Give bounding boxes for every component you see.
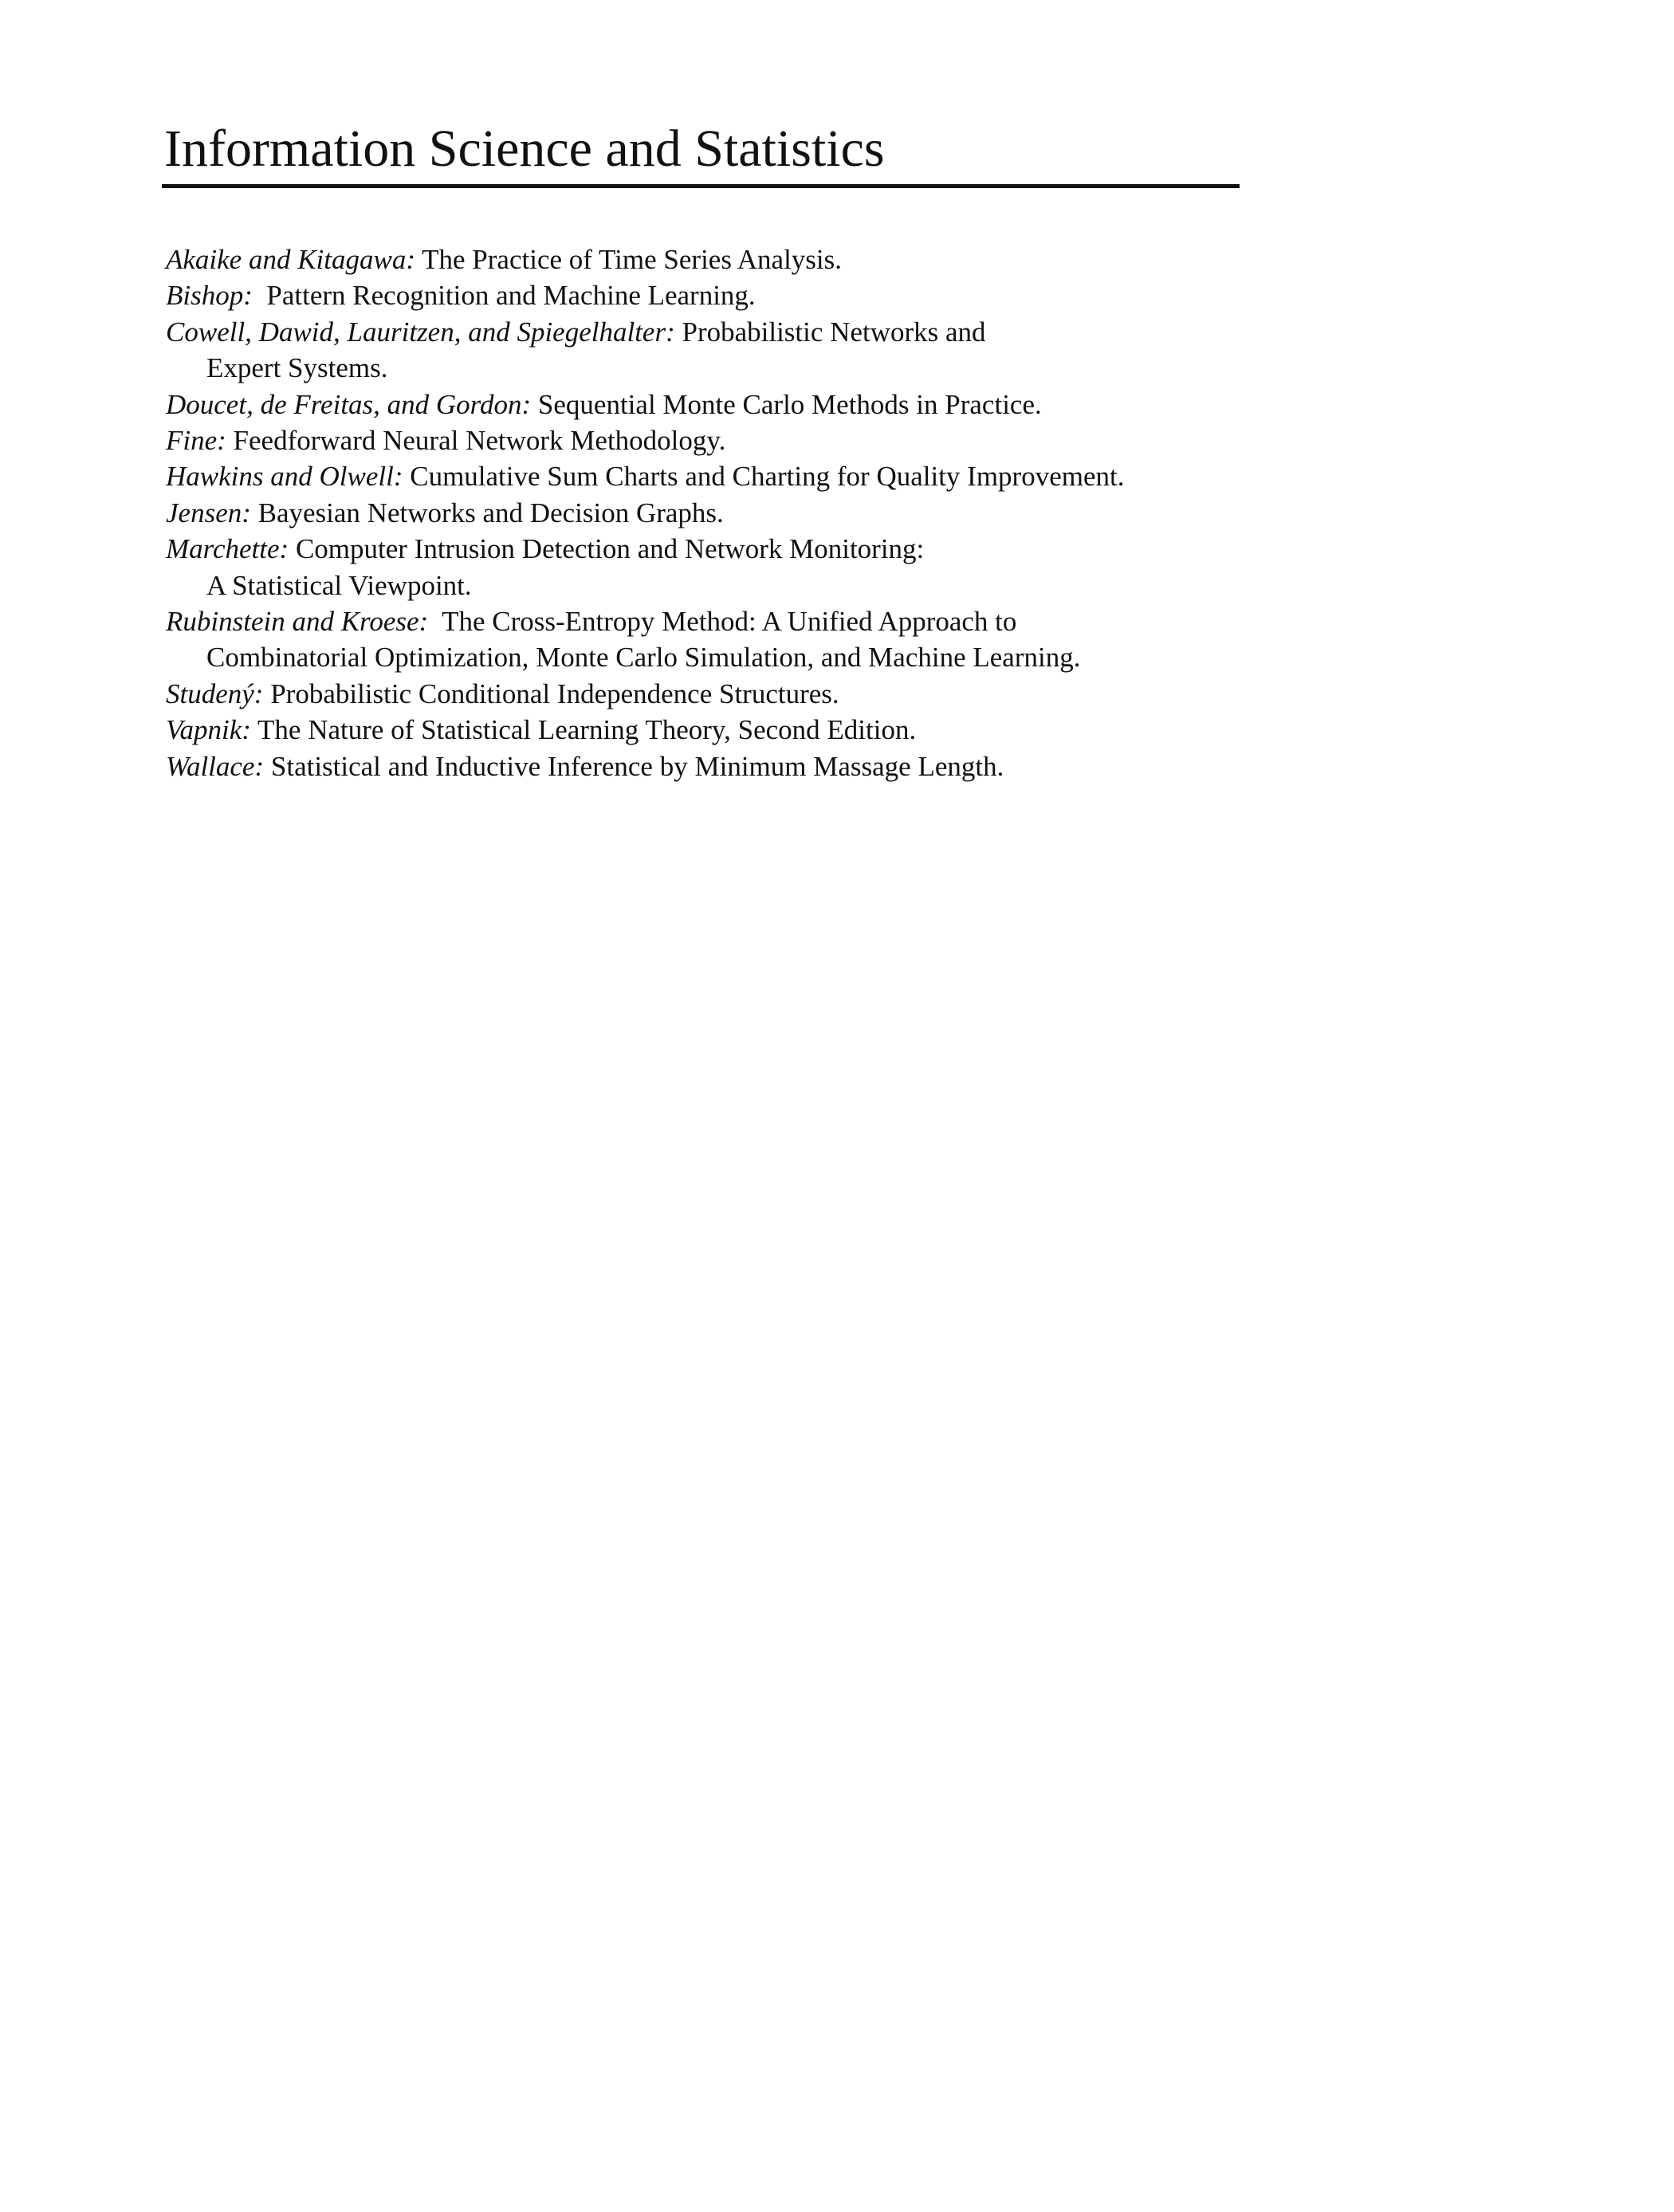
book-title: Feedforward Neural Network Methodology. bbox=[233, 425, 726, 457]
series-title: Information Science and Statistics bbox=[164, 120, 885, 178]
book-author: Fine: bbox=[166, 425, 226, 457]
book-author: Rubinstein and Kroese: bbox=[166, 606, 429, 638]
book-author: Hawkins and Olwell: bbox=[166, 461, 403, 493]
book-entry bbox=[166, 495, 1282, 531]
book-author: Marchette: bbox=[166, 533, 289, 565]
book-entry bbox=[166, 242, 1282, 277]
book-entry bbox=[166, 712, 1282, 748]
book-title: The Nature of Statistical Learning Theory, Second Edition. bbox=[257, 714, 917, 746]
book-title: The Practice of Time Series Analysis. bbox=[422, 244, 843, 275]
book-title: Sequential Monte Carlo Methods in Practice. bbox=[537, 388, 1042, 420]
book-author: Doucet, de Freitas, and Gordon: bbox=[166, 388, 532, 420]
book-author: Akaike and Kitagawa: bbox=[166, 244, 416, 275]
book-entry bbox=[166, 531, 1282, 603]
book-entry bbox=[166, 458, 1282, 494]
book-entry bbox=[166, 387, 1282, 422]
book-entry bbox=[166, 314, 1282, 387]
book-entry bbox=[166, 748, 1282, 784]
book-title: Statistical and Inductive Inference by Minimum Massage Length. bbox=[270, 750, 1004, 782]
book-title: Bayesian Networks and Decision Graphs. bbox=[257, 497, 724, 528]
book-entry bbox=[166, 603, 1282, 676]
book-title: Pattern Recognition and Machine Learning. bbox=[266, 280, 756, 312]
book-author: Jensen: bbox=[166, 497, 251, 528]
title-rule bbox=[162, 184, 1240, 188]
book-author: Wallace: bbox=[166, 750, 265, 782]
book-author: Studený: bbox=[166, 678, 264, 709]
book-title: Computer Intrusion Detection and Network Monitoring: bbox=[295, 533, 925, 565]
book-entry bbox=[166, 277, 1282, 313]
book-title-continuation: A Statistical Viewpoint. bbox=[206, 569, 472, 601]
book-title: Probabilistic Networks and bbox=[682, 316, 986, 348]
book-author: Vapnik: bbox=[166, 714, 251, 746]
book-author: Bishop: bbox=[166, 280, 253, 312]
book-title: Cumulative Sum Charts and Charting for Quality Improvement. bbox=[410, 461, 1125, 493]
book-title: The Cross-Entropy Method: A Unified Approach to bbox=[442, 606, 1017, 638]
book-list bbox=[166, 242, 1282, 784]
book-title: Probabilistic Conditional Independence Structures. bbox=[270, 678, 839, 709]
book-entry bbox=[166, 422, 1282, 458]
book-entry bbox=[166, 676, 1282, 712]
book-title-continuation: Combinatorial Optimization, Monte Carlo Simulation, and Machine Learning. bbox=[206, 642, 1081, 674]
book-author: Cowell, Dawid, Lauritzen, and Spiegelhalter: bbox=[166, 316, 675, 348]
book-title-continuation: Expert Systems. bbox=[206, 352, 388, 384]
